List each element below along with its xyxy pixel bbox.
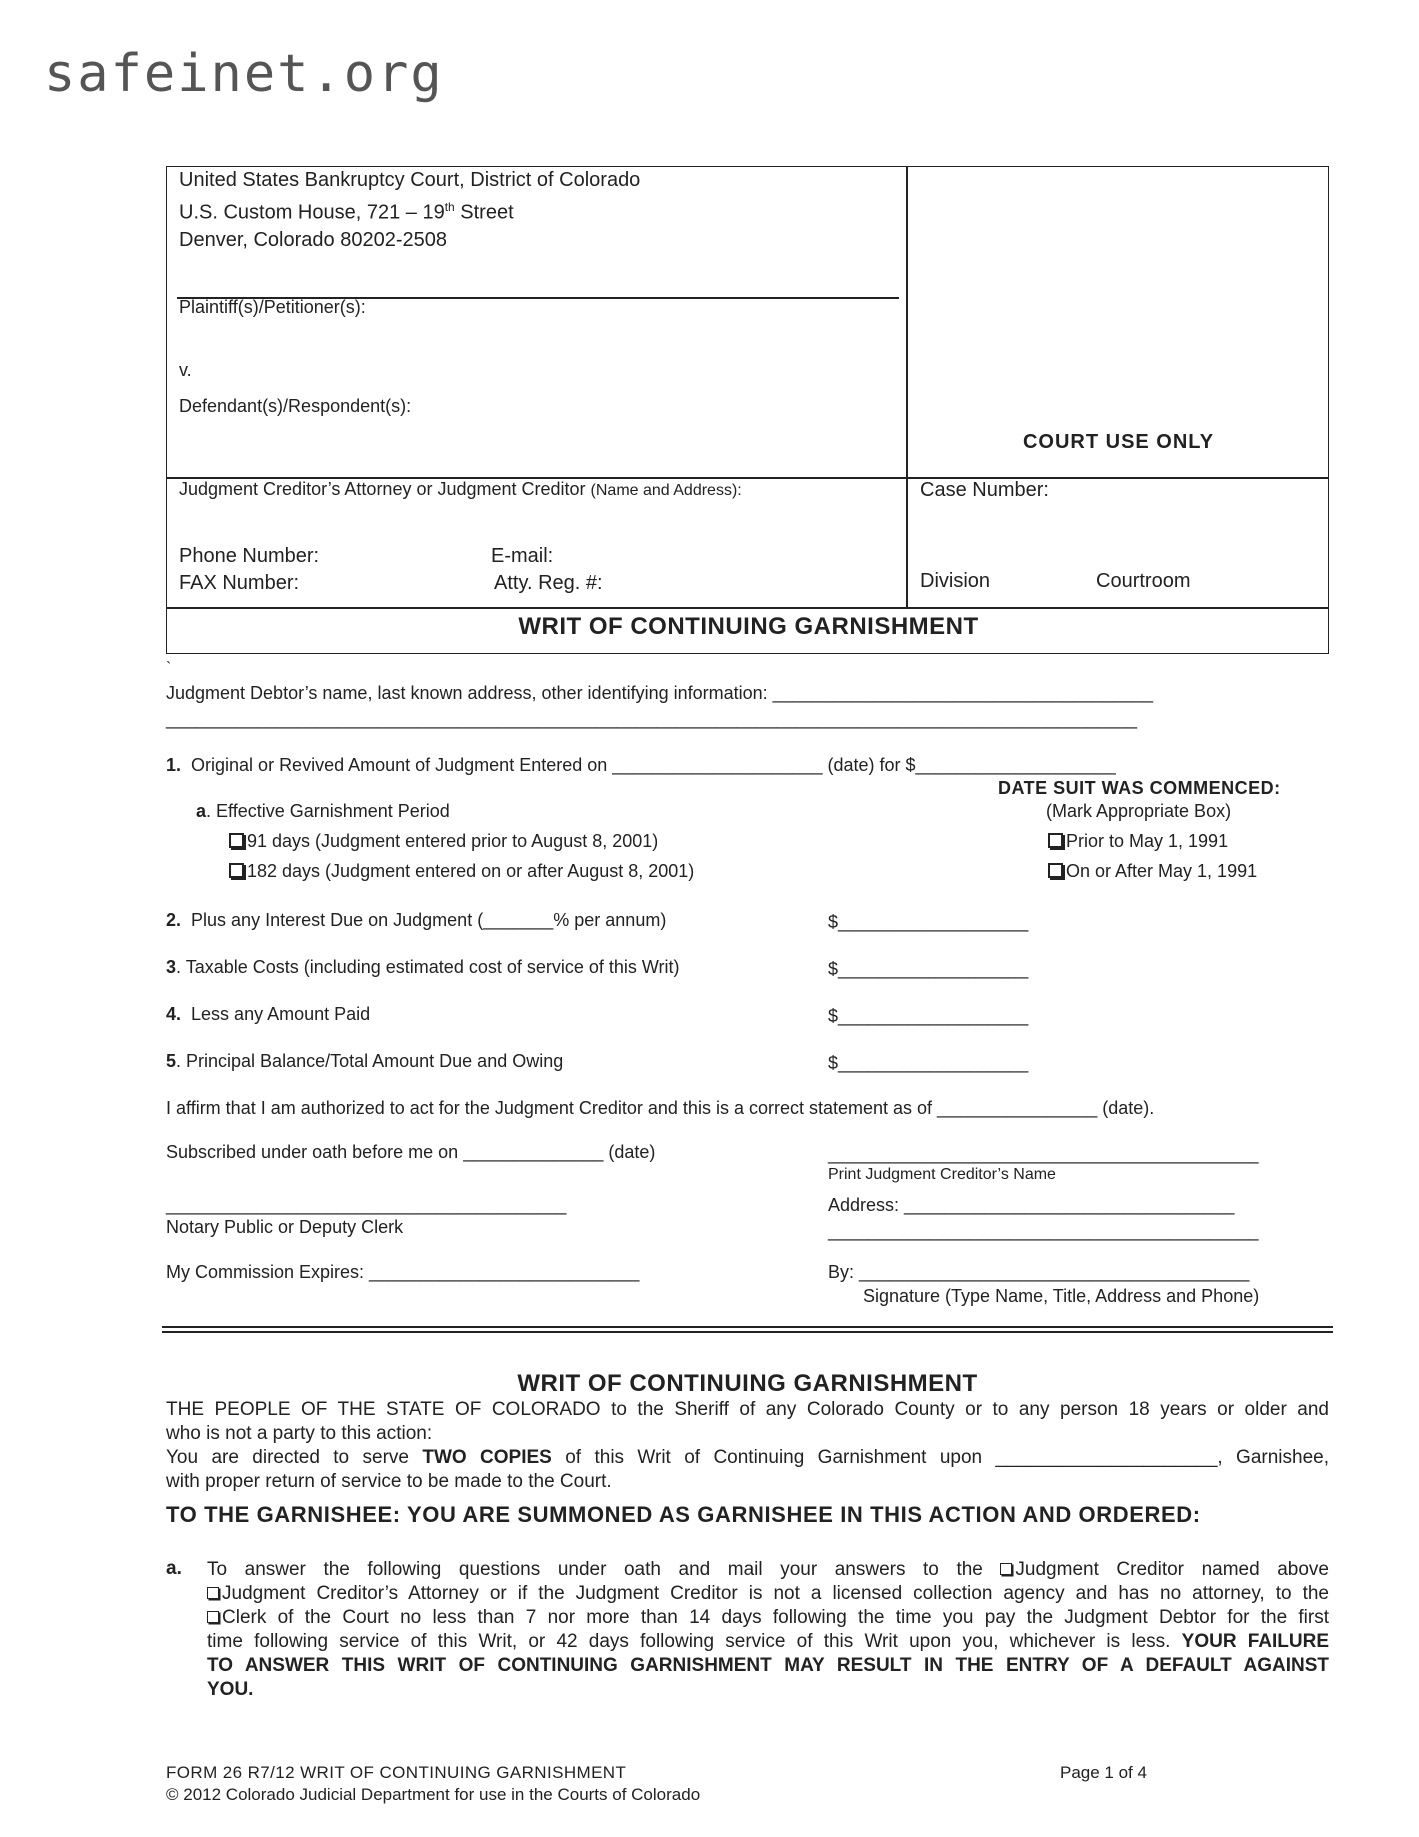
writ-title: WRIT OF CONTINUING GARNISHMENT [517, 1370, 978, 1397]
option-after-1991[interactable]: On or After May 1, 1991 [1048, 861, 1257, 882]
date-suit-heading: DATE SUIT WAS COMMENCED: [998, 778, 1281, 798]
item-1a: a. Effective Garnishment Period [196, 801, 450, 821]
caption-divider-2 [167, 607, 1328, 609]
courtroom-label: Courtroom [1096, 570, 1191, 592]
checkbox-icon[interactable] [229, 833, 244, 848]
debtor-info-line: Judgment Debtor’s name, last known address, other identifying information: ______________________________________ [166, 683, 1154, 703]
para-a-line-1: To answer the following questions under oath and mail your answers to the Judgment Creditor named above [207, 1559, 1329, 1580]
checkbox-icon[interactable] [207, 1611, 219, 1623]
case-number-label: Case Number: [920, 479, 1049, 501]
para-a-line-2: Judgment Creditor’s Attorney or if the Judgment Creditor is not a licensed collection agency and has no attorney, to the [207, 1582, 1329, 1606]
caption-divider-vertical [906, 167, 908, 607]
checkbox-icon[interactable] [207, 1587, 219, 1599]
watermark: safeinet.org [44, 44, 444, 104]
writ-intro [166, 1398, 1329, 1494]
para-a-line-4: time following service of this Writ, or 42 days following service of this Writ upon you, whichever is less. YOUR FAILURE [207, 1631, 1330, 1652]
stray-tick: ` [166, 660, 172, 677]
creditor-name-blank[interactable]: ___________________________________________ [828, 1144, 1259, 1164]
para-a-line-6: YOU. [207, 1679, 254, 1700]
item-2-amount[interactable]: $___________________ [828, 912, 1029, 932]
item-4-amount[interactable]: $___________________ [828, 1006, 1029, 1026]
para-a [207, 1558, 1329, 1702]
mark-box-note: (Mark Appropriate Box) [1046, 801, 1232, 821]
checkbox-icon[interactable] [229, 863, 244, 878]
address-line[interactable]: Address: _________________________________ [828, 1195, 1235, 1215]
court-name: United States Bankruptcy Court, District of Colorado [179, 169, 641, 191]
address-line-2[interactable]: ___________________________________________ [828, 1221, 1259, 1241]
people-line-1: THE PEOPLE OF THE STATE OF COLORADO to the Sheriff of any Colorado County or to any person 18 years or older and [166, 1399, 1329, 1420]
double-rule-top [162, 1326, 1333, 1328]
court-street: U.S. Custom House, 721 – 19th Street [179, 200, 514, 224]
atty-reg-label: Atty. Reg. #: [494, 572, 603, 594]
notary-signature-blank[interactable]: ________________________________________ [166, 1195, 567, 1215]
checkbox-icon[interactable] [1000, 1563, 1012, 1575]
people-line-2: who is not a party to this action: [166, 1423, 433, 1444]
serve-line: You are directed to serve TWO COPIES of this Writ of Continuing Garnishment upon _____________________, Garnishee, [166, 1447, 1329, 1468]
court-use-only-label: COURT USE ONLY [1022, 431, 1215, 453]
footer-page-number: Page 1 of 4 [1060, 1763, 1147, 1782]
option-91-days[interactable]: 91 days (Judgment entered prior to August 8, 2001) [229, 831, 658, 852]
checkbox-icon[interactable] [1048, 833, 1063, 848]
print-name-caption: Print Judgment Creditor’s Name [828, 1166, 1056, 1183]
footer-copyright: © 2012 Colorado Judicial Department for use in the Courts of Colorado [166, 1785, 701, 1804]
summoned-heading: TO THE GARNISHEE: YOU ARE SUMMONED AS GARNISHEE IN THIS ACTION AND ORDERED: [166, 1502, 1201, 1527]
defendant-label: Defendant(s)/Respondent(s): [179, 396, 412, 416]
checkbox-icon[interactable] [1048, 863, 1063, 878]
item-2: 2. Plus any Interest Due on Judgment (_______% per annum) [166, 910, 667, 930]
fax-label: FAX Number: [179, 572, 300, 594]
item-5-amount[interactable]: $___________________ [828, 1053, 1029, 1073]
phone-label: Phone Number: [179, 545, 320, 567]
item-5: 5. Principal Balance/Total Amount Due and Owing [166, 1051, 564, 1071]
option-prior-1991[interactable]: Prior to May 1, 1991 [1048, 831, 1228, 852]
option-182-days[interactable]: 182 days (Judgment entered on or after August 8, 2001) [229, 861, 694, 882]
plaintiff-label: Plaintiff(s)/Petitioner(s): [179, 297, 366, 317]
attorney-label: Judgment Creditor’s Attorney or Judgment Creditor (Name and Address): [179, 479, 742, 499]
versus-label: v. [179, 360, 192, 380]
notary-caption: Notary Public or Deputy Clerk [166, 1217, 404, 1237]
para-a-line-3: Clerk of the Court no less than 7 nor more than 14 days following the time you pay the Judgment Debtor for the first [207, 1606, 1329, 1630]
item-4: 4. Less any Amount Paid [166, 1004, 371, 1024]
court-address [179, 167, 640, 254]
item-3-amount[interactable]: $___________________ [828, 959, 1029, 979]
division-label: Division [920, 570, 991, 592]
caption-title: WRIT OF CONTINUING GARNISHMENT [518, 613, 979, 640]
double-rule-bottom [162, 1331, 1333, 1333]
commission-line[interactable]: My Commission Expires: ___________________________ [166, 1262, 640, 1282]
para-a-label: a. [166, 1558, 182, 1579]
item-1: 1. Original or Revived Amount of Judgment Entered on _____________________ (date) for $____________________ [166, 755, 1116, 775]
subscribed-line: Subscribed under oath before me on ______________ (date) [166, 1142, 656, 1162]
by-signature-line[interactable]: By: _______________________________________ [828, 1262, 1250, 1282]
caption-box [166, 166, 1329, 654]
serve-line-2: with proper return of service to be made to the Court. [166, 1471, 612, 1492]
para-a-line-5: TO ANSWER THIS WRIT OF CONTINUING GARNISHMENT MAY RESULT IN THE ENTRY OF A DEFAULT AGAINST [207, 1655, 1329, 1676]
email-label: E-mail: [491, 545, 554, 567]
item-3: 3. Taxable Costs (including estimated cost of service of this Writ) [166, 957, 680, 977]
footer-form-id: FORM 26 R7/12 WRIT OF CONTINUING GARNISHMENT [166, 1763, 627, 1782]
debtor-info-line-2: _________________________________________________________________________________________________ [166, 709, 1138, 729]
signature-caption: Signature (Type Name, Title, Address and Phone) [863, 1286, 1260, 1306]
court-city: Denver, Colorado 80202-2508 [179, 228, 447, 251]
affirm-statement: I affirm that I am authorized to act for the Judgment Creditor and this is a correct statement as of ________________ (date). [166, 1098, 1155, 1118]
